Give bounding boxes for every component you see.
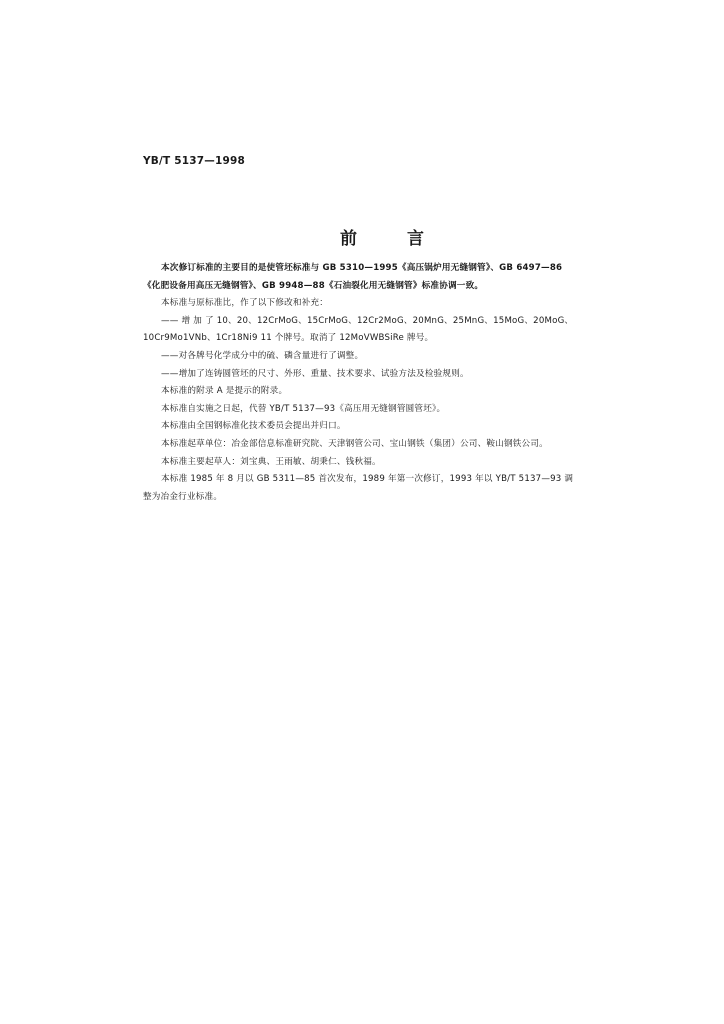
paragraph-line: 本标准主要起草人：刘宝典、王雨敏、胡秉仁、钱秋福。 [161,456,381,467]
paragraph-line: 本标准的附录 A 是提示的附录。 [161,386,288,397]
document-code: YB/T 5137—1998 [143,155,246,167]
foreword-body [143,260,633,506]
paragraph-line: 本标准起草单位：冶金部信息标准研究院、天津钢管公司、宝山钢铁（集团）公司、鞍山钢铁公司。 [161,438,548,449]
paragraph-line: —— 增 加 了 10、20、12CrMoG、15CrMoG、12Cr2MoG、20MnG、25MnG、15MoG、20MoG、 [161,315,574,326]
paragraph-line: ——增加了连铸圆管坯的尺寸、外形、重量、技术要求、试验方法及检验规则。 [161,368,469,379]
section-title-char-2: 言 [407,229,424,249]
paragraph-line: 本标准自实施之日起，代替 YB/T 5137—93《高压用无缝钢管圆管坯》。 [161,403,446,414]
section-title [340,224,424,249]
section-title-char-1: 前 [340,229,357,249]
paragraph-line: ——对各牌号化学成分中的硫、磷含量进行了调整。 [161,350,364,361]
paragraph-line: 本标准与原标准比，作了以下修改和补充： [161,298,329,309]
paragraph-line: 本标准由全国钢标准化技术委员会提出并归口。 [161,421,346,432]
paragraph-line: 整为冶金行业标准。 [143,491,223,502]
paragraph-line: 本次修订标准的主要目的是使管坯标准与 GB 5310—1995《高压锅炉用无缝钢管》、GB 6497—86 [161,263,563,273]
paragraph-line: 《化肥设备用高压无缝钢管》、GB 9948—88《石油裂化用无缝钢管》标准协调一致。 [143,280,484,291]
paragraph-line: 本标准 1985 年 8 月以 GB 5311—85 首次发布，1989 年第一次修订，1993 年以 YB/T 5137—93 调 [161,474,574,485]
paragraph-line: 10Cr9Mo1VNb、1Cr18Ni9 11 个牌号。取消了 12MoVWBSiRe 牌号。 [143,333,434,344]
